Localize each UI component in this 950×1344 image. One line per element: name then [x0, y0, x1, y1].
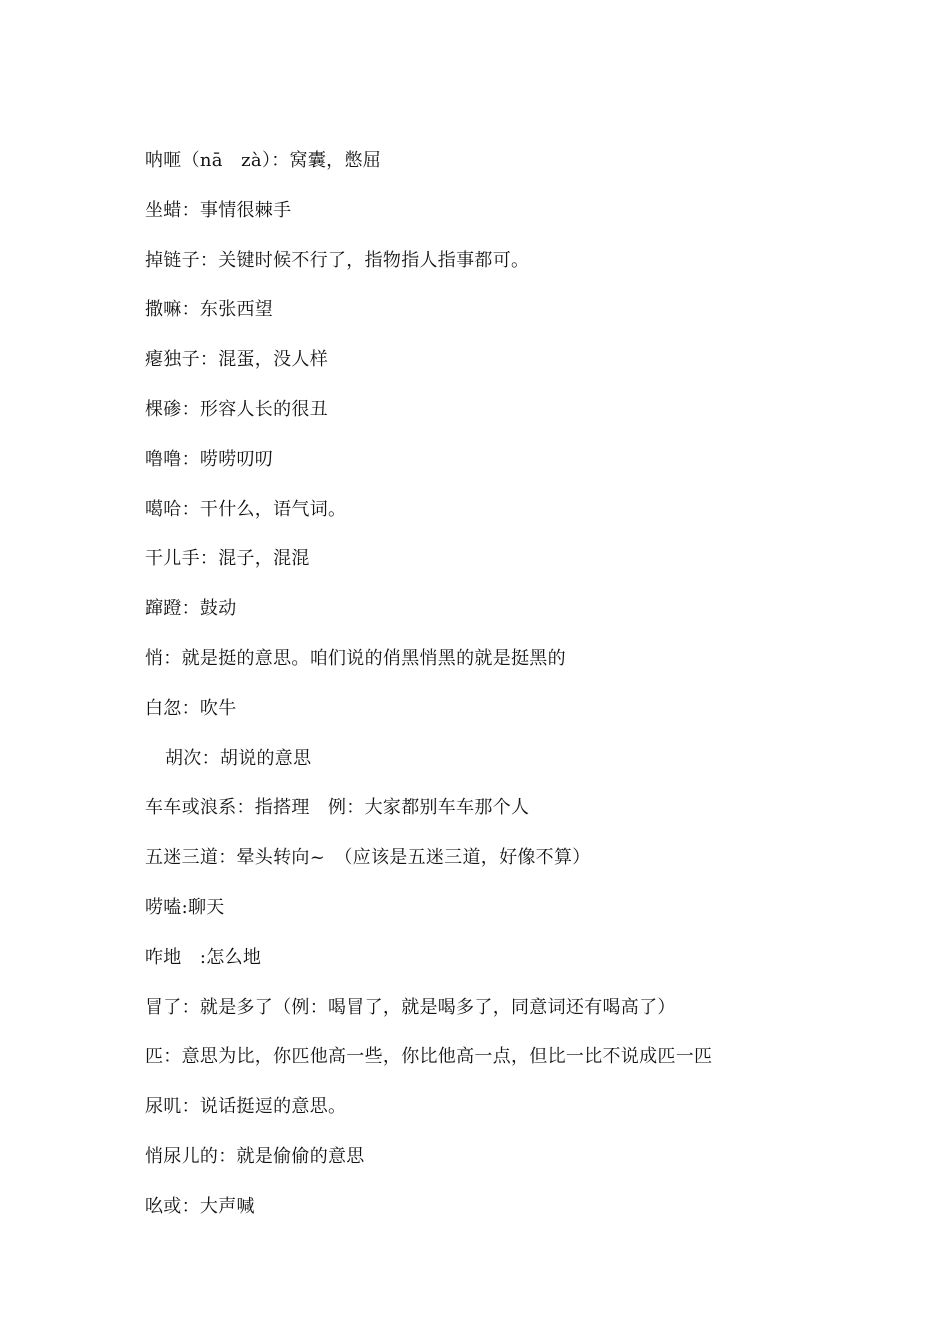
entry-gaha: 噶哈：干什么，语气词。 — [145, 498, 347, 520]
entry-qiaoniaoerde: 悄尿儿的：就是偷偷的意思 — [145, 1145, 365, 1167]
dialect-entry-list — [145, 146, 905, 1242]
entry-laoke: 唠嗑:聊天 — [145, 896, 225, 918]
entry-ganershou: 干儿手：混子，混混 — [145, 548, 310, 570]
entry-diaolianzi: 掉链子：关键时候不行了，指物指人指事都可。 — [145, 249, 530, 271]
entry-yaohuo: 吆或：大声喊 — [145, 1195, 255, 1217]
entry-biduzi: 瘪独子：混蛋，没人样 — [145, 349, 328, 371]
entry-baihu: 白忽：吹牛 — [145, 697, 237, 719]
entry-cuandeng: 蹿蹬：鼓动 — [145, 598, 237, 620]
entry-lulu: 噜噜：唠唠叨叨 — [145, 448, 274, 470]
entry-nazha: 呐咂（nā zà）：窝囊，憋屈 — [145, 150, 382, 171]
entry-zuola: 坐蜡：事情很棘手 — [145, 199, 292, 221]
entry-niaoji: 尿叽：说话挺逗的意思。 — [145, 1096, 347, 1118]
entry-pi: 匹：意思为比，你匹他高一些，你比他高一点，但比一比不说成匹一匹 — [145, 1046, 713, 1068]
entry-maole: 冒了：就是多了（例：喝冒了，就是喝多了，同意词还有喝高了） — [145, 996, 676, 1018]
entry-kechen: 棵碜：形容人长的很丑 — [145, 398, 328, 420]
entry-cheche: 车车或浪系：指搭理 例：大家都别车车那个人 — [145, 797, 530, 819]
entry-wumisandao: 五迷三道：晕头转向~ （应该是五迷三道，好像不算） — [145, 847, 591, 869]
entry-huci: 胡次：胡说的意思 — [165, 747, 312, 769]
entry-sama: 撒嘛：东张西望 — [145, 299, 274, 321]
entry-zadi: 咋地 :怎么地 — [145, 946, 262, 968]
entry-qiao: 悄：就是挺的意思。咱们说的俏黑悄黑的就是挺黑的 — [145, 647, 566, 669]
